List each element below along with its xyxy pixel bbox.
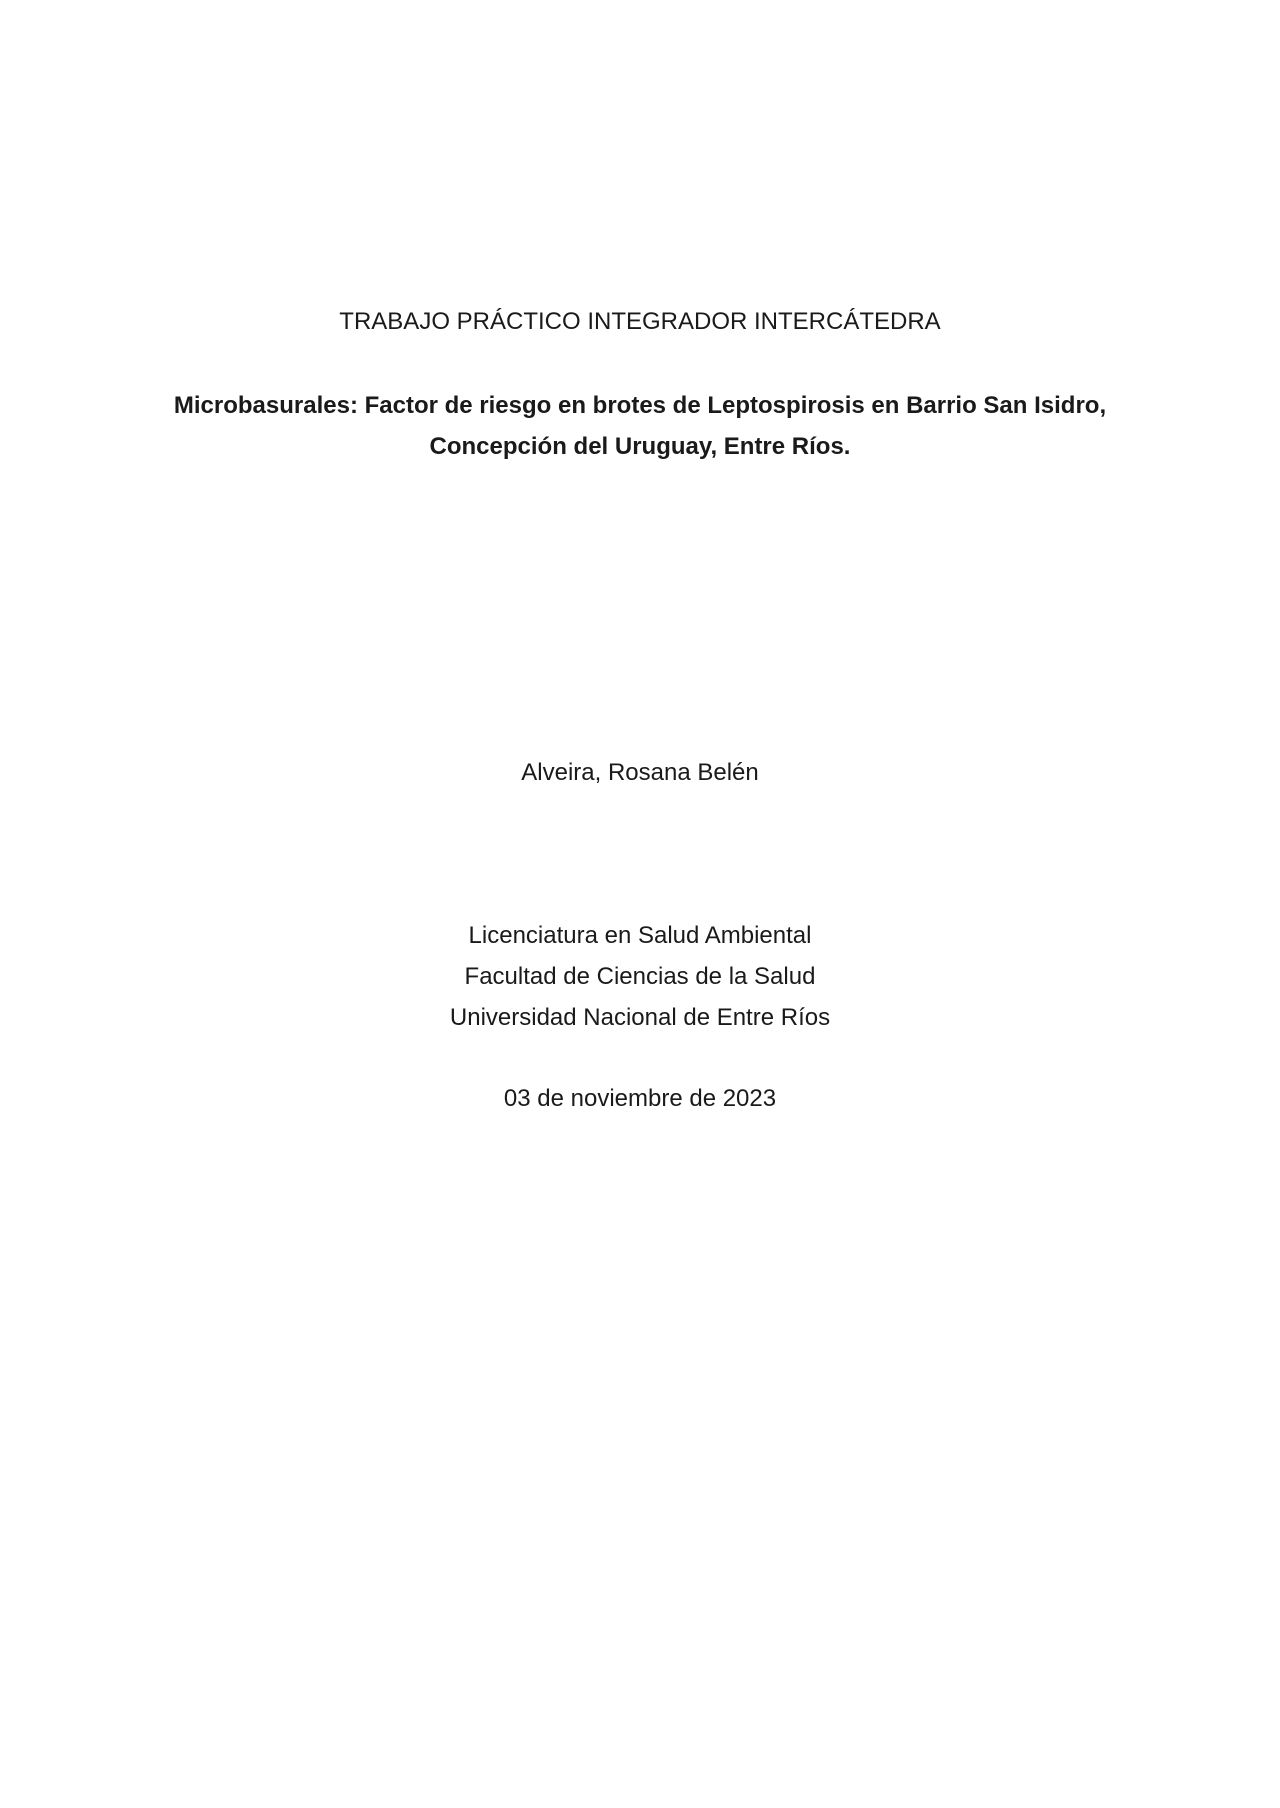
document-heading: TRABAJO PRÁCTICO INTEGRADOR INTERCÁTEDRA: [339, 308, 941, 335]
affiliation-program: Licenciatura en Salud Ambiental: [468, 922, 812, 949]
author-name: Alveira, Rosana Belén: [521, 759, 759, 786]
document-title-line-1: Microbasurales: Factor de riesgo en brotes de Leptospirosis en Barrio San Isidro,: [173, 392, 1107, 419]
document-date: 03 de noviembre de 2023: [503, 1085, 777, 1112]
document-title-line-2: Concepción del Uruguay, Entre Ríos.: [429, 433, 851, 460]
affiliation-faculty: Facultad de Ciencias de la Salud: [464, 963, 816, 990]
affiliation-university: Universidad Nacional de Entre Ríos: [449, 1004, 831, 1031]
